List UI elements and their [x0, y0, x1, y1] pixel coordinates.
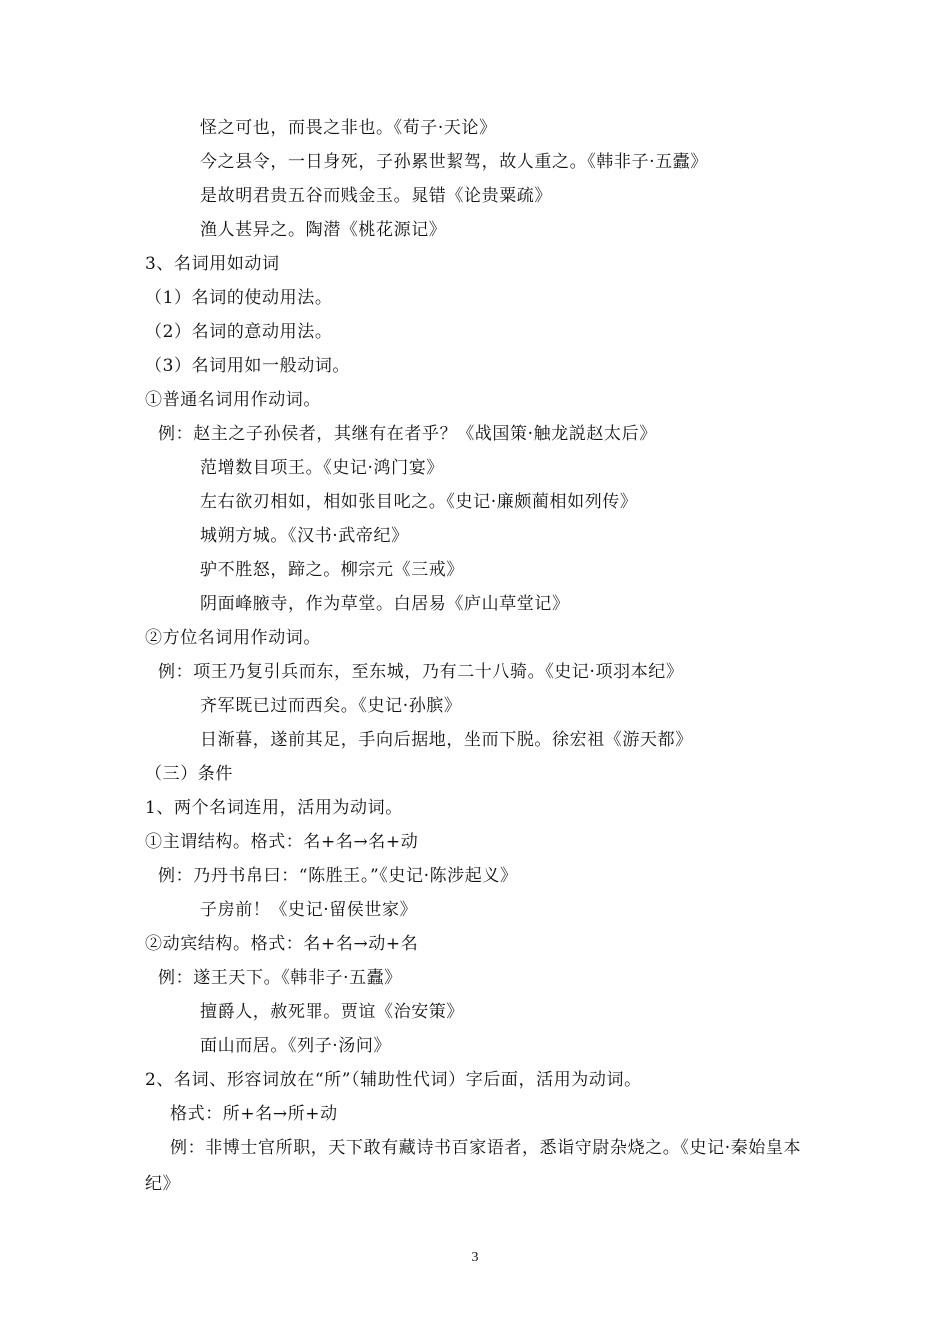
- section-heading: 3、名词用如动词: [145, 254, 280, 274]
- text-line: 纪》: [145, 1174, 181, 1194]
- text-line: 擅爵人，赦死罪。贾谊《治安策》: [200, 1002, 464, 1022]
- text-line: 1、两个名词连用，活用为动词。: [145, 798, 403, 818]
- example-line: 例：赵主之子孙侯者，其继有在者乎？《战国策·触龙説赵太后》: [158, 424, 657, 444]
- text-line: 阴面峰腋寺，作为草堂。白居易《庐山草堂记》: [200, 594, 570, 614]
- text-line: 齐军既已过而西矣。《史记·孙膑》: [200, 696, 462, 716]
- text-line: （3）名词用如一般动词。: [145, 356, 351, 376]
- text-line: 是故明君贵五谷而贱金玉。晁错《论贵粟疏》: [200, 186, 552, 206]
- text-line: （1）名词的使动用法。: [145, 288, 333, 308]
- text-line: 左右欲刃相如，相如张目叱之。《史记·廉颇蔺相如列传》: [200, 492, 638, 512]
- example-line: 例：遂王天下。《韩非子·五蠹》: [158, 968, 402, 988]
- text-line: 范增数目项王。《史记·鸿门宴》: [200, 458, 444, 478]
- section-heading: （三）条件: [145, 764, 233, 784]
- text-line: ①普通名词用作动词。: [145, 390, 321, 410]
- text-line: 子房前！《史记·留侯世家》: [200, 900, 418, 920]
- text-line: 怪之可也，而畏之非也。《荀子·天论》: [200, 118, 497, 138]
- example-line: 例：乃丹书帛曰：“陈胜王。”《史记·陈涉起义》: [158, 866, 518, 886]
- text-line: 今之县令，一日身死，子孙累世絜驾，故人重之。《韩非子·五蠹》: [200, 152, 708, 172]
- text-line: 格式：所+名→所+动: [170, 1104, 338, 1124]
- example-line: 例：项王乃复引兵而东，至东城，乃有二十八骑。《史记·项羽本纪》: [158, 662, 684, 682]
- text-line: 渔人甚异之。陶潜《桃花源记》: [200, 220, 447, 240]
- text-line: 城朔方城。《汉书·武帝纪》: [200, 526, 409, 546]
- text-line: 驴不胜怒，蹄之。柳宗元《三戒》: [200, 560, 464, 580]
- text-line: ②动宾结构。格式：名+名→动+名: [145, 934, 419, 954]
- text-line: 面山而居。《列子·汤问》: [200, 1036, 392, 1056]
- text-line: ①主谓结构。格式：名+名→名+动: [145, 832, 419, 852]
- text-line: ②方位名词用作动词。: [145, 628, 321, 648]
- page-number: 3: [471, 1250, 479, 1265]
- text-line: 日渐暮，遂前其足，手向后据地，坐而下脱。徐宏祖《游天都》: [200, 730, 693, 750]
- text-line: 2、名词、形容词放在“所”（辅助性代词）字后面，活用为动词。: [145, 1070, 642, 1090]
- example-line: 例：非博士官所职，天下敢有藏诗书百家语者，悉诣守尉杂烧之。《史记·秦始皇本: [170, 1138, 802, 1158]
- text-line: （2）名词的意动用法。: [145, 322, 333, 342]
